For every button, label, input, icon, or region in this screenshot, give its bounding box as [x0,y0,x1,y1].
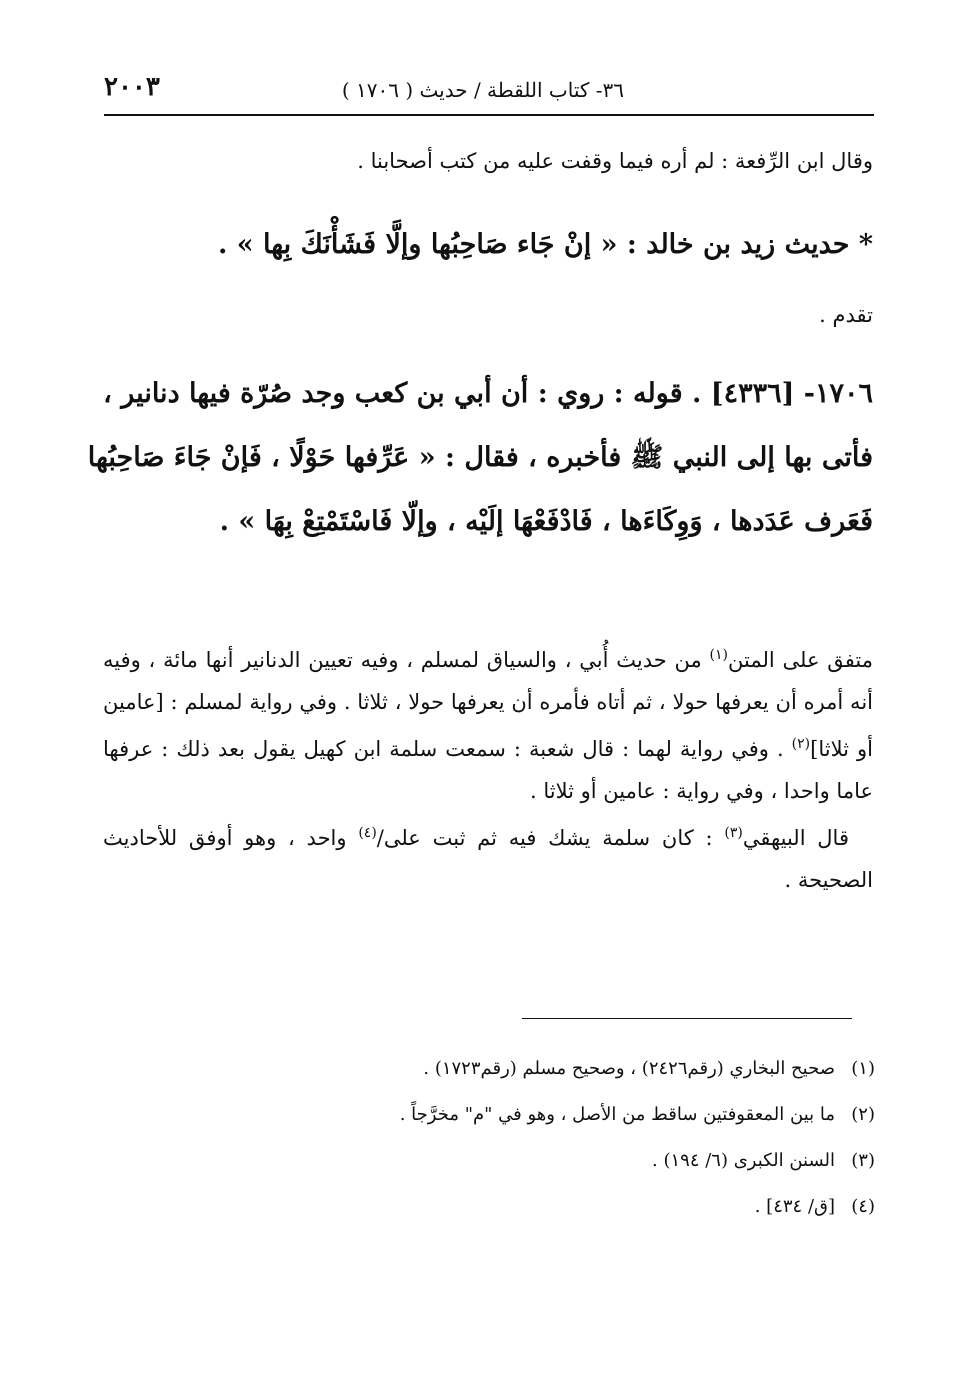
page-number: ٢٠٠٣ [104,72,160,102]
header-divider [104,114,874,116]
footnote-4 [105,1184,875,1230]
commentary-part-1: متفق على المتن [728,648,873,672]
footnote-1 [105,1046,875,1092]
commentary-part-4: قال البيهقي [742,826,849,850]
footnote-number: (٤) [851,1196,875,1217]
footnotes [105,1046,875,1230]
footnote-text: صحيح البخاري (رقم٢٤٢٦) ، وصحيح مسلم (رقم١٧٢٣) . [423,1058,835,1079]
commentary-part-3: . وفي رواية لهما : قال شعبة : سمعت سلمة ابن كهيل يقول بعد ذلك : عرفها عاما واحدا ، وفي رواية : عامين أو ثلاثا . [103,737,873,803]
running-header [104,72,874,112]
hadith-zaid-heading: * حديث زيد بن خالد : « إنْ جَاء صَاحِبُها وإلَّا فَشَأْنَكَ بِها » . [217,229,873,260]
footnote-2 [105,1092,875,1138]
commentary-paragraph [103,634,873,901]
footnote-divider [522,1018,852,1019]
footnote-ref-2[interactable]: (٢) [791,736,811,752]
footnote-ref-3[interactable]: (٣) [724,825,743,841]
footnote-number: (٢) [851,1104,875,1125]
footnote-number: (٣) [851,1150,875,1171]
commentary-part-6: واحد ، وهو أوفق للأحاديث الصحيحة . [103,826,873,892]
footnote-text: السنن الكبرى (٦/ ١٩٤) . [652,1150,835,1171]
hadith-1706-text: ١٧٠٦- [٤٣٣٦] . قوله : روي : أن أبي بن كعب وجد صُرّة فيها دنانير ، فأتى بها إلى النبي ﷺ فأخبره ، فقال : « عَرِّفها حَوْلًا ، فَإنْ جَاءَ صَاحِبُها فَعَرف عَدَدها ، وَوِكَاءَها ، فَادْفَعْهَا إلَيْه ، وإلّا فَاسْتَمْتِعْ بِهَا » . [87,378,873,537]
footnote-text: [ق/ ٤٣٤] . [754,1196,835,1217]
footnote-ref-4[interactable]: (٤) [358,825,377,841]
footnote-3 [105,1138,875,1184]
see-above-note: تقدم . [819,303,873,327]
commentary-part-2: من حديث أُبي ، والسياق لمسلم ، وفيه تعيين الدنانير أنها مائة ، وفيه أنه أمره أن يعرفها حولا ، ثم أتاه فأمره أن يعرفها حولا ، ثلاثا . وفي رواية لمسلم : [عامين أو ثلاثا] [103,648,873,761]
commentary-part-5: : كان سلمة يشك فيه ثم ثبت على/ [376,826,725,850]
header-title: ٣٦- كتاب اللقطة / حديث ( ١٧٠٦ ) [341,78,624,102]
footnote-ref-1[interactable]: (١) [709,647,729,663]
footnote-text: ما بين المعقوفتين ساقط من الأصل ، وهو في "م" مخرَّجاً . [399,1104,835,1125]
footnote-number: (١) [851,1058,875,1079]
opening-line: وقال ابن الرِّفعة : لم أره فيما وقفت عليه من كتب أصحابنا . [357,149,873,173]
